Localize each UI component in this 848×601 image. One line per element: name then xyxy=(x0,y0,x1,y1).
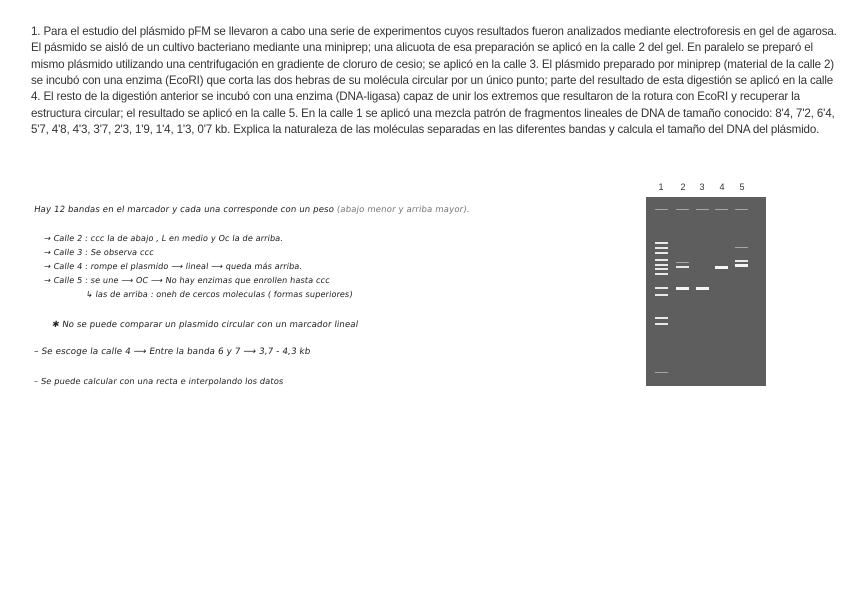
marker-band xyxy=(655,268,668,270)
lane-label-5: 5 xyxy=(739,182,745,192)
problem-statement: 1. Para el estudio del plásmido pFM se llevaron a cabo una serie de experimentos cuyos resultados fueron analizados mediante electroforesis en gel de agarosa. El pásmido se aisló de un cultivo bacteriano mediante una miniprep; una alicuota de esa preparación se aplicó en la calle 2 del gel. En paralelo se preparó el mismo plásmido utilizando una centrifugación en gradiente de cloruro de cesio; se aplicó en la calle 3. El plásmido preparado por miniprep (material de la calle 2) se incubó con una enzima (EcoRI) que corta las dos hebras de su molécula circular por un único punto; parte del resultado de esta digestión se aplicó en la calle 4. El resto de la digestión anterior se incubó con una enzima (DNA-ligasa) capaz de unir los extremos que resultaron de la rotura con EcoRI y recuperar la estructura circular; el resultado se aplicó en la calle 5. En la calle 1 se aplicó una mezcla patrón de fragmentos lineales de DNA de tamaño conocido: 8'4, 7'2, 6'4, 5'7, 4'8, 4'3, 3'7, 2'3, 1'9, 1'4, 1'3, 0'7 kb. Explica la naturaleza de las moléculas separadas en las diferentes bandas y calcula el tamaño del DNA del plásmido. xyxy=(31,25,837,137)
lane-label-1: 1 xyxy=(658,182,664,192)
lane-2-band-oc xyxy=(676,262,689,263)
marker-band xyxy=(655,372,668,373)
gel-lane-labels xyxy=(646,182,766,194)
well-lane-5 xyxy=(735,209,748,210)
lane-label-2: 2 xyxy=(680,182,686,192)
note-chosen-lane: – Se escoge la calle 4 ⟶ Entre la banda 6 y 7 ⟶ 3,7 - 4,3 kb xyxy=(33,347,312,357)
note-upper-forms: ↳ las de arriba : oneh de cercos moleculas ( formas superiores) xyxy=(85,289,354,299)
lane-2-band-linear xyxy=(676,266,689,268)
note-marker-bands-main: Hay 12 bandas en el marcador y cada una corresponde con un peso xyxy=(33,205,335,215)
note-marker-bands-paren: (abajo menor y arriba mayor). xyxy=(336,205,471,215)
lane-label-3: 3 xyxy=(699,182,705,192)
marker-band xyxy=(655,242,668,244)
lane-2-band-ccc xyxy=(676,287,689,290)
note-comparison-warning: ✱ No se puede comparar un plasmido circular con un marcador lineal xyxy=(51,320,359,330)
lane-5-band-main xyxy=(735,264,748,267)
well-lane-2 xyxy=(676,209,689,210)
marker-band xyxy=(655,273,668,275)
well-lane-1 xyxy=(655,209,668,210)
marker-band xyxy=(655,264,668,266)
note-marker-bands xyxy=(33,205,470,215)
note-lane-4: → Calle 4 : rompe el plasmido ⟶ lineal ⟶ queda más arriba. xyxy=(43,261,303,271)
lane-4-band-linear xyxy=(715,266,728,269)
marker-band xyxy=(655,259,668,261)
well-lane-4 xyxy=(715,209,728,210)
agarose-gel-image xyxy=(646,197,766,386)
note-lane-3: → Calle 3 : Se observa ccc xyxy=(43,247,155,257)
note-interpolation: – Se puede calcular con una recta e interpolando los datos xyxy=(33,376,285,386)
marker-band xyxy=(655,294,668,296)
lane-5-band-upper xyxy=(735,247,748,248)
marker-band xyxy=(655,287,668,289)
note-lane-5: → Calle 5 : se une ⟶ OC ⟶ No hay enzimas que enrollen hasta ccc xyxy=(43,275,331,285)
marker-band xyxy=(655,323,668,325)
lane-3-band-ccc xyxy=(696,287,709,290)
lane-label-4: 4 xyxy=(719,182,725,192)
marker-band xyxy=(655,252,668,254)
marker-band xyxy=(655,317,668,319)
lane-5-band-oc xyxy=(735,260,748,262)
note-lane-2: → Calle 2 : ccc la de abajo , L en medio y Oc la de arriba. xyxy=(43,233,284,243)
well-lane-3 xyxy=(696,209,709,210)
marker-band xyxy=(655,247,668,249)
